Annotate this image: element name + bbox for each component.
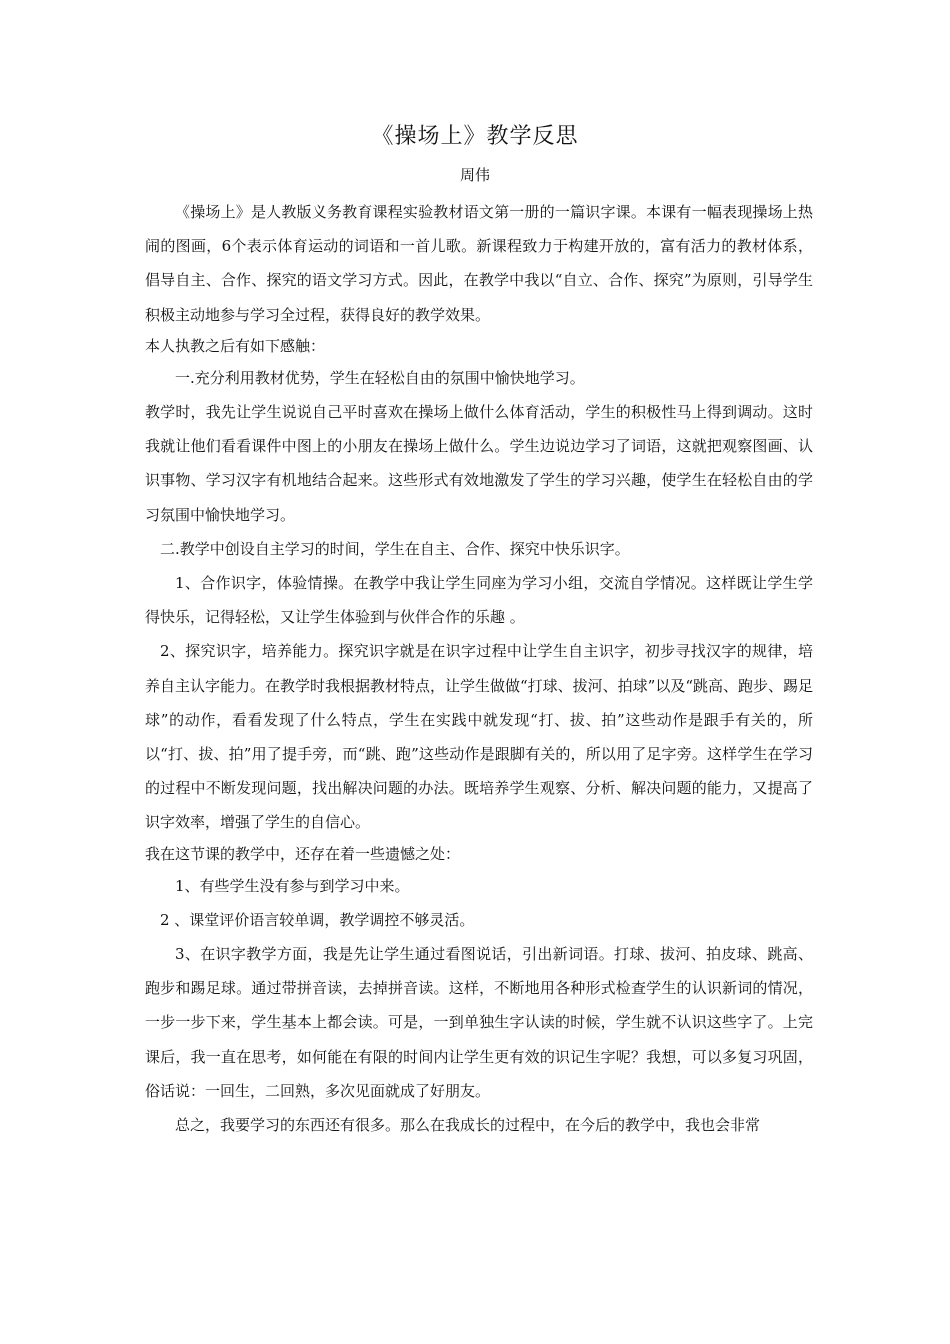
paragraph-conclusion: 总之，我要学习的东西还有很多。那么在我成长的过程中，在今后的教学中，我也会非常 <box>175 1116 761 1135</box>
document-body <box>145 195 813 1142</box>
paragraph-intro: 《操场上》是人教版义务教育课程实验教材语文第一册的一篇识字课。本课有一幅表现操场上热闹的图画，6个表示体育运动的词语和一首儿歌。新课程致力于构建开放的，富有活力的教材体系，倡导自主、合作、探究的语文学习方式。因此，在教学中我以“自立、合作、探究”为原则，引导学生积极主动地参与学习全过程，获得良好的教学效果。 <box>145 203 813 324</box>
heading-section-one: 一.充分利用教材优势，学生在轻松自由的氛围中愉快地学习。 <box>175 368 585 387</box>
paragraph-point-1: 1、合作识字，体验情操。在教学中我让学生同座为学习小组，交流自学情况。这样既让学生学得快乐，记得轻松，又让学生体验到与伙伴合作的乐趣 。 <box>145 574 813 627</box>
paragraph-point-2: 2、探究识字，培养能力。探究识字就是在识字过程中让学生自主识字，初步寻找汉字的规律，培养自主认字能力。在教学时我根据教材特点，让学生做做“打球、拔河、拍球”以及“跳高、跑步、踢足球”的动作，看看发现了什么特点，学生在实践中就发现“打、拔、拍”这些动作是跟手有关的，所以“打、拔、拍”用了提手旁，而“跳、跑”这些动作是跟脚有关的，所以用了足字旁。这样学生在学习的过程中不断发现问题，找出解决问题的办法。既培养学生观察、分析、解决问题的能力，又提高了识字效率，增强了学生的自信心。 <box>145 642 814 832</box>
paragraph-regret-3: 3、在识字教学方面，我是先让学生通过看图说话，引出新词语。打球、拔河、拍皮球、跳高、跑步和踢足球。通过带拼音读，去掉拼音读。这样，不断地用各种形式检查学生的认识新词的情况，一步一步下来，学生基本上都会读。可是，一到单独生字认读的时候，学生就不认识这些字了。上完课后，我一直在思考，如何能在有限的时间内让学生更有效的识记生字呢？我想，可以多复习巩固，俗话说：一回生，二回熟，多次见面就成了好朋友。 <box>145 945 813 1100</box>
paragraph-regret-1: 1、有些学生没有参与到学习中来。 <box>175 876 410 895</box>
paragraph-regret-2: 2 、课堂评价语言较单调，教学调控不够灵活。 <box>160 910 475 929</box>
heading-section-two: 二.教学中创设自主学习的时间，学生在自主、合作、探究中快乐识字。 <box>160 539 630 558</box>
paragraph-regrets-lead: 我在这节课的教学中，还存在着一些遗憾之处： <box>145 844 461 863</box>
document-title: 《操场上》教学反思 <box>371 124 579 149</box>
document-author: 周伟 <box>459 166 490 184</box>
paragraph-feelings-lead: 本人执教之后有如下感触： <box>145 336 326 355</box>
paragraph-section-one: 教学时，我先让学生说说自己平时喜欢在操场上做什么体育活动，学生的积极性马上得到调动。这时我就让他们看看课件中图上的小朋友在操场上做什么。学生边说边学习了词语，这就把观察图画、认识事物、学习汉字有机地结合起来。这些形式有效地激发了学生的学习兴趣，使学生在轻松自由的学习氛围中愉快地学习。 <box>145 403 813 524</box>
